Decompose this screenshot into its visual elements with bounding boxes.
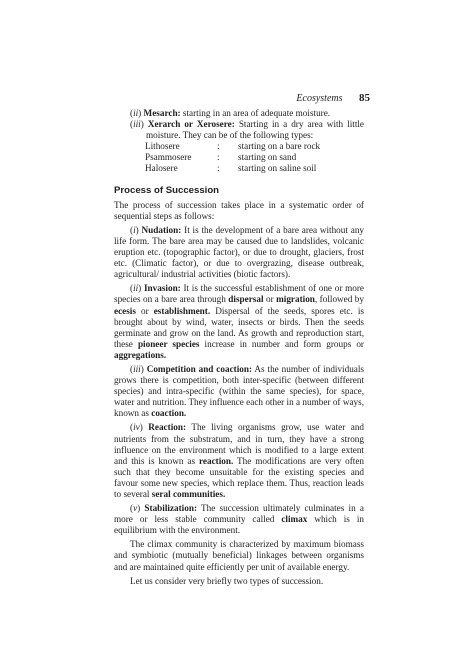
step-invasion: (ii) Invasion: It is the successful establishment of one or more species on a bare area through dispersal or migration, followed by ecesis or establishment. Dispersal of the seeds, spores etc. is brought about by wind, water, insects or birds. Then the seeds germinate and grow on the land. As growth and reproduction start, these pioneer species increase in number and form groups or aggregations.: [114, 283, 364, 360]
table-row: Halosere : starting on saline soil: [145, 163, 317, 174]
term: Xerarch or Xerosere:: [147, 119, 235, 130]
page-body: [114, 108, 364, 587]
page-number: 85: [359, 92, 370, 104]
term: Mesarch:: [143, 108, 181, 118]
section-title: Ecosystems: [296, 93, 343, 104]
section-heading: Process of Succession: [114, 184, 220, 196]
term: Reaction:: [148, 422, 187, 433]
closing-paragraph: The climax community is characterized by maximum biomass and symbiotic (mutually beneficial) linkages between organisms and are maintained quite efficiently per unit of available energy.: [114, 539, 364, 572]
term: Nudation:: [141, 224, 182, 235]
sere-types-table: [145, 141, 320, 174]
term: Competition and coaction:: [146, 363, 253, 374]
table-row: Lithosere : starting on a bare rock: [145, 141, 321, 152]
term: Stabilization:: [144, 503, 197, 514]
list-item-mesarch: (ii) Mesarch: starting in an area of adequate moisture.: [130, 108, 331, 118]
running-header: [296, 92, 370, 104]
closing-paragraph: Let us consider very briefly two types of succession.: [130, 575, 324, 586]
intro-paragraph: The process of succession takes place in a systematic order of sequential steps as follows:: [114, 199, 364, 221]
step-competition: (iii) Competition and coaction: As the number of individuals grows there is competition, both inter-specific (between different species) and intra-specific (within the same species), for space, water and nutrition. They influence each other in a number of ways, known as coaction.: [114, 363, 365, 419]
list-item-xerarch: (iii) Xerarch or Xerosere: Starting in a dry area with little moisture. They can be of the following types:: [130, 119, 365, 141]
table-row: Psammosere : starting on sand: [145, 152, 297, 163]
step-nudation: (i) Nudation: It is the development of a bare area without any life form. The bare area may be caused due to landslides, volcanic eruption etc. (topographic factor), or due to drought, glaciers, frost etc. (Climatic factor), or due to overgrazing, disease outbreak, agricultural/ industrial activities (biotic factors).: [114, 224, 365, 280]
term: Invasion:: [143, 283, 181, 294]
step-stabilization: (v) Stabilization: The succession ultimately culminates in a more or less stable community called climax which is in equilibrium with the environment.: [114, 503, 364, 536]
step-reaction: (iv) Reaction: The living organisms grow, use water and nutrients from the substratum, and in turn, they have a strong influence on the environment which is modified to a large extent and this is known as reaction. The modifications are very often such that they become unsuitable for the existing species and favour some new species, which replace them. Thus, reaction leads to several seral communities.: [114, 422, 365, 499]
